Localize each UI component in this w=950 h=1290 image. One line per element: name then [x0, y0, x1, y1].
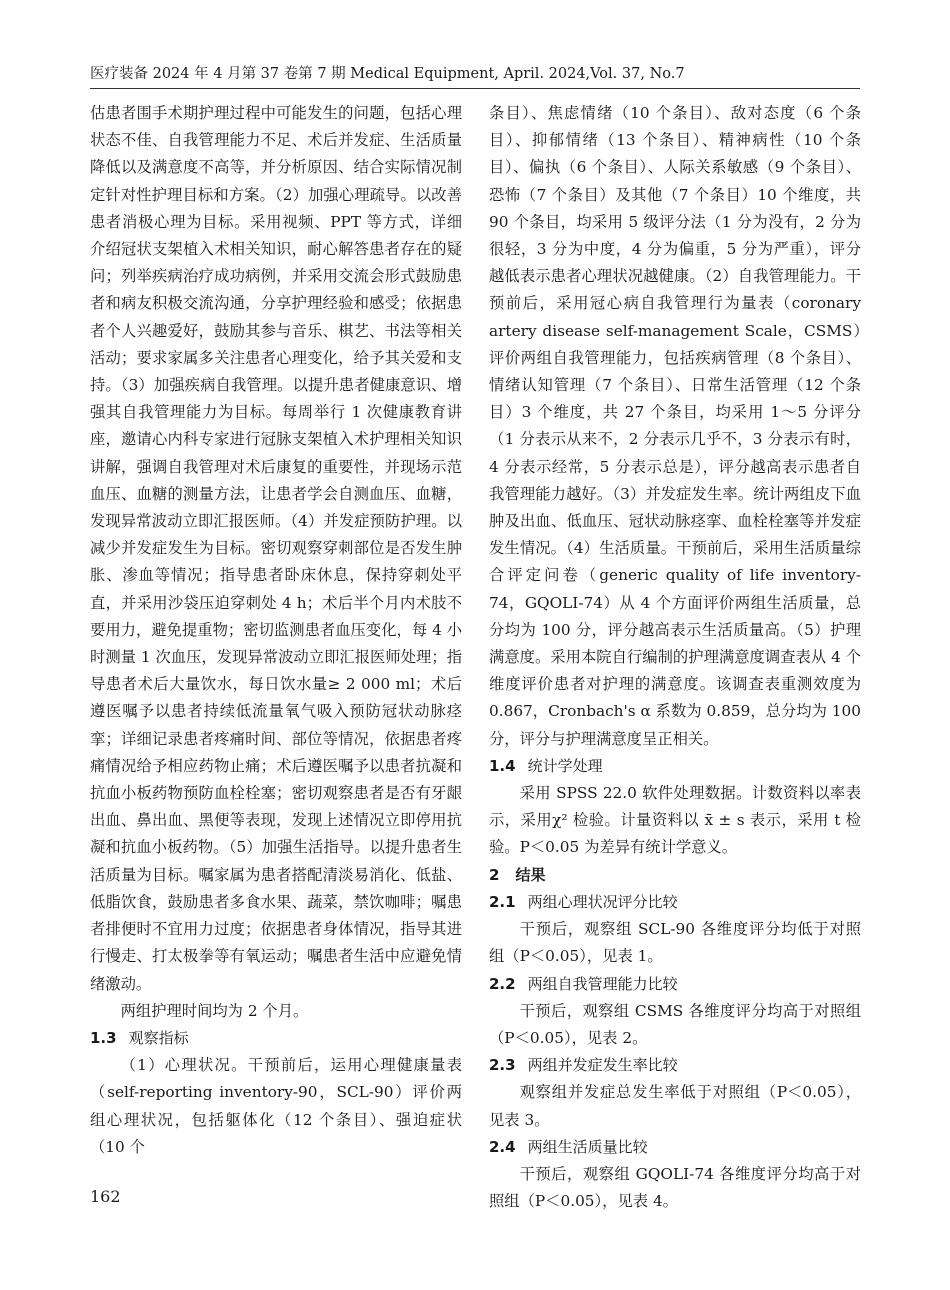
paragraph: 采用 SPSS 22.0 软件处理数据。计数资料以率表示，采用χ² 检验。计量资料以 x̄ ± s 表示，采用 t 检验。P＜0.05 为差异有统计学意义。 — [489, 784, 861, 857]
section-heading-2-1: 2.1 两组心理状况评分比较 — [489, 892, 678, 911]
paragraph: 干预后，观察组 CSMS 各维度评分均高于对照组（P＜0.05），见表 2。 — [489, 1001, 861, 1047]
paragraph: 条目）、焦虑情绪（10 个条目）、敌对态度（6 个条目）、抑郁情绪（13 个条目）、精神病性（10 个条目）、偏执（6 个条目）、人际关系敏感（9 个条目）、恐怖（7 个条目）及其他（7 个条目）10 个维度，共 90 个条目，均采用 5 级评分法（1 分为没有，2 分为很轻，3 分为中度，4 分为偏重，5 分为严重），评分越低表示患者心理状况越健康。（2）自我管理能力。干预前后，采用冠心病自我管理行为量表（coronary artery disease self-management Scale，CSMS）评价两组自我管理能力，包括疾病管理（8 个条目）、情绪认知管理（7 个条目）、日常生活管理（12 个条目）3 个维度，共 27 个条目，均采用 1～5 分评分（1 分表示从来不，2 分表示几乎不，3 分表示有时，4 分表示经常，5 分表示总是），评分越高表示患者自我管理能力越好。（3）并发症发生率。统计两组皮下血肿及出血、低血压、冠状动脉痉挛、血栓栓塞等并发症发生情况。（4）生活质量。干预前后，采用生活质量综合评定问卷（generic quality of life inventory-74，GQOLI-74）从 4 个方面评价两组生活质量，总分均为 100 分，评分越高表示生活质量高。（5）护理满意度。采用本院自行编制的护理满意度调查表从 4 个维度评价患者对护理的满意度。该调查表重测效度为 0.867，Cronbach's α 系数为 0.859，总分均为 100 分，评分与护理满意度呈正相关。 — [489, 104, 861, 748]
paragraph: （1）心理状况。干预前后，运用心理健康量表（self-reporting inventory-90，SCL-90）评价两组心理状况，包括躯体化（12 个条目）、强迫症状（10 个 — [90, 1056, 462, 1156]
header-divider — [90, 88, 860, 89]
paragraph: 两组护理时间均为 2 个月。 — [120, 1001, 309, 1020]
right-column — [489, 100, 861, 1215]
section-heading-1-4: 1.4 统计学处理 — [489, 756, 603, 775]
section-heading-2: 2 结果 — [489, 865, 546, 884]
section-heading-2-4: 2.4 两组生活质量比较 — [489, 1137, 648, 1156]
paragraph: 估患者围手术期护理过程中可能发生的问题，包括心理状态不佳、自我管理能力不足、术后并发症、生活质量降低以及满意度不高等，并分析原因、结合实际情况制定针对性护理目标和方案。（2）加强心理疏导。以改善患者消极心理为目标。采用视频、PPT 等方式，详细介绍冠状支架植入术相关知识，耐心解答患者存在的疑问；列举疾病治疗成功病例，并采用交流会形式鼓励患者和病友积极交流沟通，分享护理经验和感受；依据患者个人兴趣爱好，鼓励其参与音乐、棋艺、书法等相关活动；要求家属多关注患者心理变化，给予其关爱和支持。（3）加强疾病自我管理。以提升患者健康意识、增强其自我管理能力为目标。每周举行 1 次健康教育讲座，邀请心内科专家进行冠脉支架植入术护理相关知识讲解，强调自我管理对术后康复的重要性，并现场示范血压、血糖的测量方法，让患者学会自测血压、血糖，发现异常波动立即汇报医师。（4）并发症预防护理。以减少并发症发生为目标。密切观察穿刺部位是否发生肿胀、渗血等情况；指导患者卧床休息，保持穿刺处平直，并采用沙袋压迫穿刺处 4 h；术后半个月内术肢不要用力，避免提重物；密切监测患者血压变化，每 4 小时测量 1 次血压，发现异常波动立即汇报医师处理；指导患者术后大量饮水，每日饮水量≥ 2 000 ml；术后遵医嘱予以患者持续低流量氧气吸入预防冠状动脉痉挛；详细记录患者疼痛时间、部位等情况，依据患者疼痛情况给予相应药物止痛；术后遵医嘱予以患者抗凝和抗血小板药物预防血栓栓塞；密切观察患者是否有牙龈出血、鼻出血、黑便等表现，发现上述情况立即停用抗凝和抗血小板药物。（5）加强生活指导。以提升患者生活质量为目标。嘱家属为患者搭配清淡易消化、低盐、低脂饮食，鼓励患者多食水果、蔬菜，禁饮咖啡；嘱患者排便时不宜用力过度；依据患者身体情况，指导其进行慢走、打太极拳等有氧运动；嘱患者生活中应避免情绪激动。 — [90, 104, 462, 993]
section-heading-2-3: 2.3 两组并发症发生率比较 — [489, 1056, 678, 1075]
section-heading-1-3: 1.3 观察指标 — [90, 1028, 189, 1047]
paragraph: 干预后，观察组 GQOLI-74 各维度评分均高于对照组（P＜0.05），见表 4。 — [489, 1164, 861, 1211]
section-heading-2-2: 2.2 两组自我管理能力比较 — [489, 974, 678, 993]
paragraph: 观察组并发症总发生率低于对照组（P＜0.05），见表 3。 — [489, 1083, 861, 1129]
page-number: 162 — [90, 1187, 121, 1206]
running-header: 医疗装备 2024 年 4 月第 37 卷第 7 期 Medical Equipment, April. 2024,Vol. 37, No.7 — [90, 66, 685, 82]
left-column — [90, 100, 462, 1161]
paragraph: 干预后，观察组 SCL-90 各维度评分均低于对照组（P＜0.05），见表 1。 — [489, 920, 861, 966]
